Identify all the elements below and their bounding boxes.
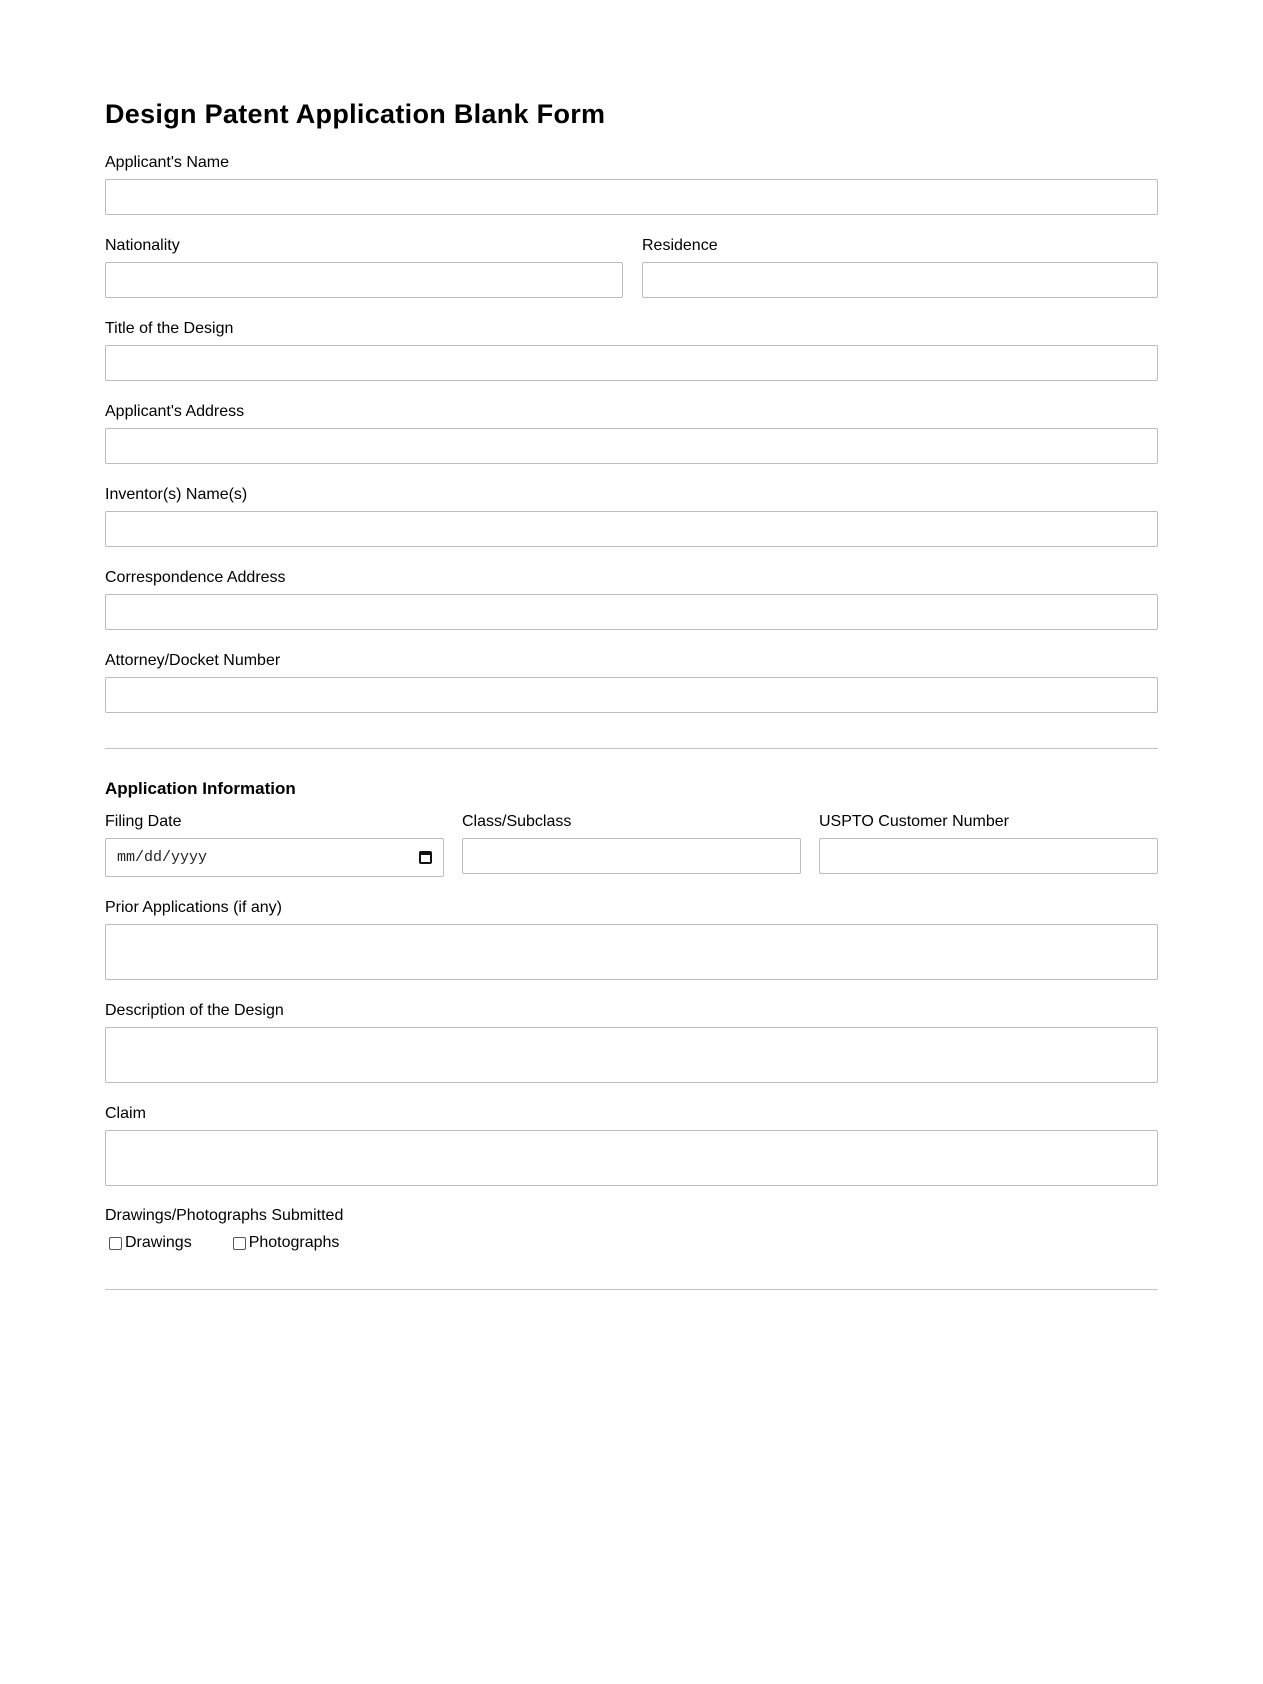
correspondence-address-input[interactable] — [105, 594, 1158, 630]
nationality-input[interactable] — [105, 262, 623, 298]
design-title-label: Title of the Design — [105, 320, 234, 337]
claim-textarea[interactable] — [105, 1130, 1158, 1186]
photographs-label: Photographs — [248, 1234, 340, 1251]
page-title: Design Patent Application Blank Form — [105, 99, 606, 129]
residence-label: Residence — [642, 237, 718, 254]
residence-input[interactable] — [642, 262, 1158, 298]
photographs-checkbox[interactable] — [233, 1237, 246, 1250]
description-label: Description of the Design — [105, 1002, 284, 1019]
bottom-divider — [105, 1289, 1158, 1290]
filing-date-placeholder: mm/dd/yyyy — [117, 849, 208, 866]
description-textarea[interactable] — [105, 1027, 1158, 1083]
submitted-options — [105, 1234, 339, 1252]
prior-applications-label: Prior Applications (if any) — [105, 899, 282, 916]
inventors-input[interactable] — [105, 511, 1158, 547]
class-subclass-input[interactable] — [462, 838, 801, 874]
applicant-address-label: Applicant's Address — [105, 403, 245, 420]
filing-date-input[interactable] — [105, 838, 444, 877]
applicant-name-input[interactable] — [105, 179, 1158, 215]
attorney-docket-label: Attorney/Docket Number — [105, 652, 281, 669]
drawings-checkbox[interactable] — [109, 1237, 122, 1250]
calendar-icon[interactable] — [419, 851, 432, 864]
class-subclass-label: Class/Subclass — [462, 813, 572, 830]
application-info-heading: Application Information — [105, 779, 296, 798]
prior-applications-textarea[interactable] — [105, 924, 1158, 980]
attorney-docket-input[interactable] — [105, 677, 1158, 713]
claim-label: Claim — [105, 1105, 146, 1122]
applicant-address-input[interactable] — [105, 428, 1158, 464]
inventors-label: Inventor(s) Name(s) — [105, 486, 248, 503]
photographs-option[interactable] — [229, 1234, 340, 1252]
uspto-customer-number-label: USPTO Customer Number — [819, 813, 1009, 830]
design-title-input[interactable] — [105, 345, 1158, 381]
drawings-label: Drawings — [125, 1234, 192, 1251]
filing-date-label: Filing Date — [105, 813, 182, 830]
section-divider — [105, 748, 1158, 749]
drawings-option[interactable] — [105, 1234, 192, 1252]
correspondence-address-label: Correspondence Address — [105, 569, 286, 586]
applicant-name-label: Applicant's Name — [105, 154, 229, 171]
submitted-label: Drawings/Photographs Submitted — [105, 1207, 344, 1224]
nationality-label: Nationality — [105, 237, 180, 254]
uspto-customer-number-input[interactable] — [819, 838, 1158, 874]
